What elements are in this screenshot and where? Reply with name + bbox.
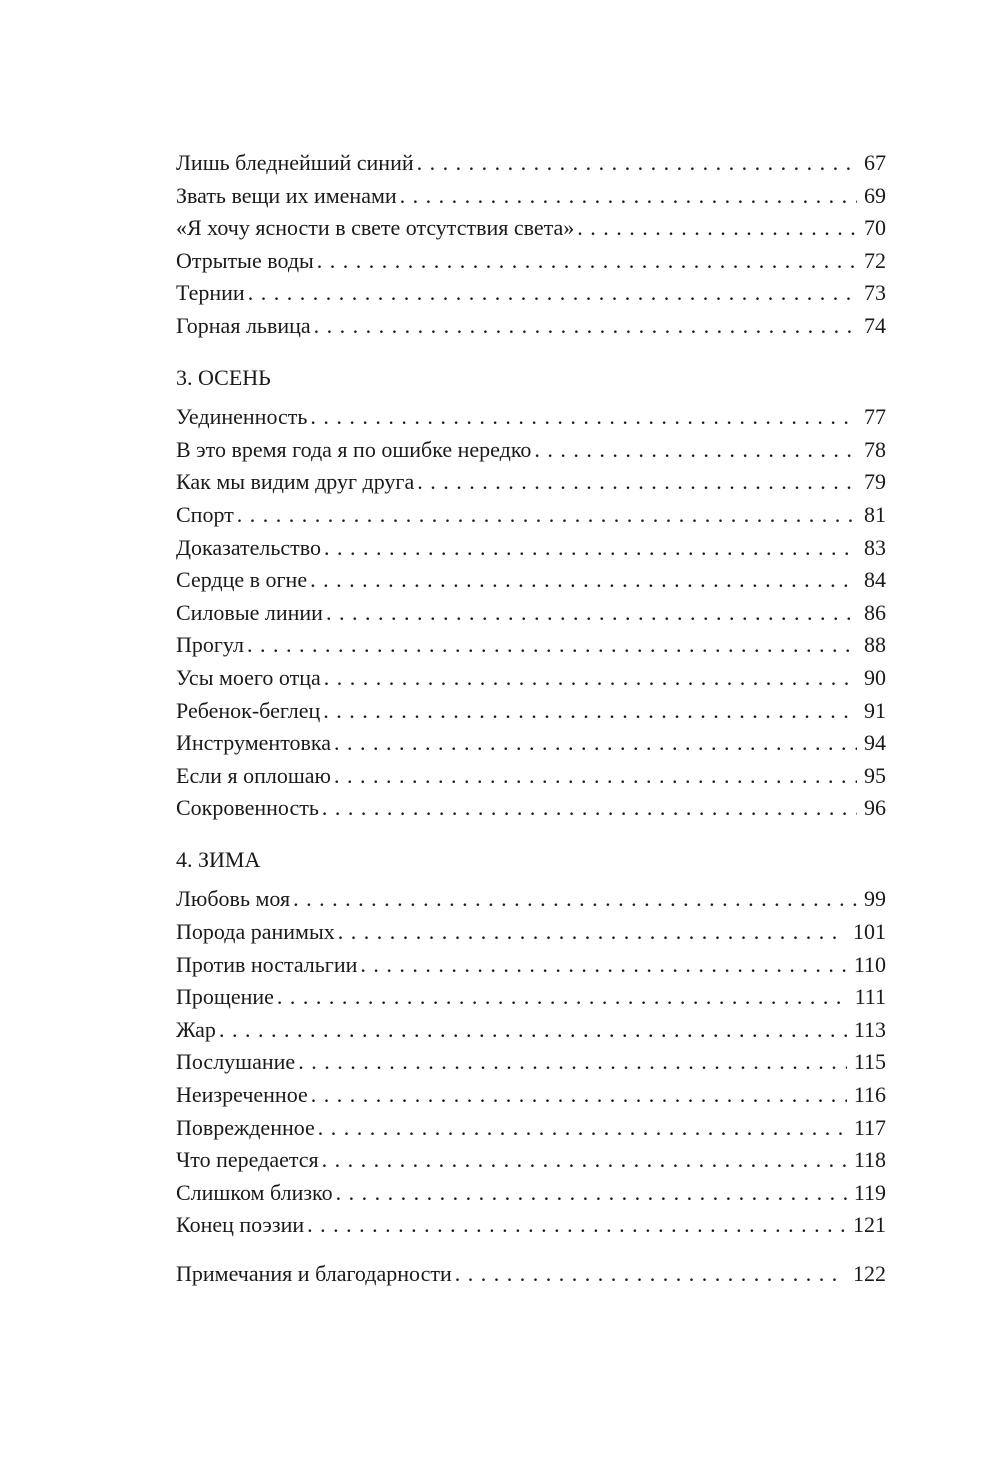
toc-row [176,147,886,180]
toc-entry-title: Поврежденное [176,1114,315,1140]
dot-leader [326,597,857,630]
page-number: 119 [853,1179,886,1205]
page-number: 79 [864,469,886,495]
toc-row [176,1014,886,1047]
toc-row [176,532,886,565]
page-number: 70 [864,215,886,241]
toc-entry-title: Ребенок-беглец [176,697,321,723]
toc-entry-title: Если я оплошаю [176,762,331,788]
toc-entry-title: Любовь моя [176,886,291,912]
dot-leader [577,212,857,245]
toc-row [176,401,886,434]
toc-section [176,147,886,343]
dot-leader [334,727,857,760]
page-number: 117 [853,1114,886,1140]
toc-entry-title: Жар [176,1016,216,1042]
page-number: 91 [864,697,886,723]
toc-row [176,629,886,662]
toc-entry-title: Конец поэзии [176,1212,305,1238]
page-number: 67 [864,150,886,175]
page-number: 74 [864,312,886,338]
toc-entry-title: Прогул [176,632,244,658]
dot-leader [336,1177,847,1210]
dot-leader [338,916,846,949]
toc-entry-title: Слишком близко [176,1179,333,1205]
toc-section [176,844,886,1242]
toc-row [176,1209,886,1242]
toc-row [176,277,886,310]
toc-entry-title: Доказательство [176,534,322,560]
page-number: 73 [864,280,886,306]
page-number: 111 [854,984,886,1010]
toc-row [176,1112,886,1145]
dot-leader [534,434,857,467]
toc-entry-title: Отрытые воды [176,247,314,273]
page-number: 94 [864,730,886,756]
page-number: 81 [864,501,886,527]
page-number: 86 [864,599,886,625]
toc-row [176,1144,886,1177]
toc-row [176,916,886,949]
toc-row [176,981,886,1014]
page-number: 96 [864,795,886,821]
toc-section [176,362,886,825]
page-number: 77 [864,404,886,430]
page-number: 121 [853,1212,886,1238]
page-number: 95 [864,762,886,788]
toc-row [176,180,886,213]
toc-entry-title: Лишь бледнейший синий [176,150,414,175]
toc-entry-title: Прощение [176,984,274,1010]
toc-entry-title: Усы моего отца [176,664,321,690]
dot-leader [314,310,857,343]
toc-entry-title: Против ностальгии [176,951,358,977]
page-number: 113 [853,1016,886,1042]
toc-entry-title: Уединенность [176,404,308,430]
page-number: 83 [864,534,886,560]
toc-entry-title: Силовые линии [176,599,323,625]
page-number: 116 [853,1082,886,1108]
toc-row [176,760,886,793]
dot-leader [237,499,857,532]
toc-section [176,1258,886,1291]
toc-row [176,1177,886,1210]
toc-row [176,1046,886,1079]
dot-leader [318,1112,847,1145]
section-heading: 3. ОСЕНЬ [176,364,271,390]
toc-row [176,597,886,630]
toc-entry-title: Спорт [176,501,234,527]
table-of-contents [176,147,886,1291]
dot-leader [417,147,857,180]
toc-row [176,727,886,760]
dot-leader [277,981,848,1014]
toc-row [176,662,886,695]
toc-row [176,949,886,982]
dot-leader [322,1144,847,1177]
page-number: 78 [864,436,886,462]
dot-leader [311,1079,847,1112]
dot-leader [310,401,857,434]
page-number: 110 [853,951,886,977]
toc-row [176,434,886,467]
page-number: 99 [864,886,886,912]
toc-entry-title: Тернии [176,280,245,306]
toc-entry-title: Примечания и благодарности [176,1261,452,1286]
dot-leader [317,245,857,278]
page-number: 69 [864,182,886,208]
toc-entry-title: «Я хочу ясности в свете отсутствия света» [176,215,575,241]
toc-row [176,499,886,532]
toc-entry-title: Сердце в огне [176,567,308,593]
toc-entry-title: Инструментовка [176,730,332,756]
toc-entry-title: Послушание [176,1049,296,1075]
page-number: 115 [853,1049,886,1075]
dot-leader [310,564,857,597]
dot-leader [248,277,857,310]
dot-leader [247,629,857,662]
toc-row [176,245,886,278]
page-number: 118 [853,1147,886,1173]
toc-entry-title: Звать вещи их именами [176,182,397,208]
dot-leader [219,1014,847,1047]
page-number: 84 [864,567,886,593]
section-heading: 4. ЗИМА [176,846,261,872]
toc-entry-title: Порода ранимых [176,919,335,945]
dot-leader [322,792,857,825]
dot-leader [360,949,846,982]
toc-entry-title: Как мы видим друг друга [176,469,415,495]
dot-leader [324,662,857,695]
toc-row [176,1258,886,1291]
toc-row [176,212,886,245]
toc-entry-title: Сокровенность [176,795,319,821]
dot-leader [417,466,857,499]
page-number: 101 [853,919,886,945]
page-number: 122 [853,1261,886,1286]
dot-leader [323,695,857,728]
dot-leader [293,883,857,916]
toc-entry-title: Неизреченное [176,1082,308,1108]
toc-row [176,695,886,728]
dot-leader [307,1209,846,1242]
toc-row [176,466,886,499]
page-number: 90 [864,664,886,690]
page-number: 72 [864,247,886,273]
dot-leader [455,1258,846,1291]
dot-leader [324,532,857,565]
toc-entry-title: Что передается [176,1147,319,1173]
toc-entry-title: Горная львица [176,312,311,338]
dot-leader [298,1046,847,1079]
dot-leader [334,760,857,793]
page-number: 88 [864,632,886,658]
toc-row [176,310,886,343]
toc-row [176,792,886,825]
toc-row [176,883,886,916]
toc-row [176,1079,886,1112]
toc-row [176,564,886,597]
toc-entry-title: В это время года я по ошибке нередко [176,436,532,462]
dot-leader [400,180,857,213]
